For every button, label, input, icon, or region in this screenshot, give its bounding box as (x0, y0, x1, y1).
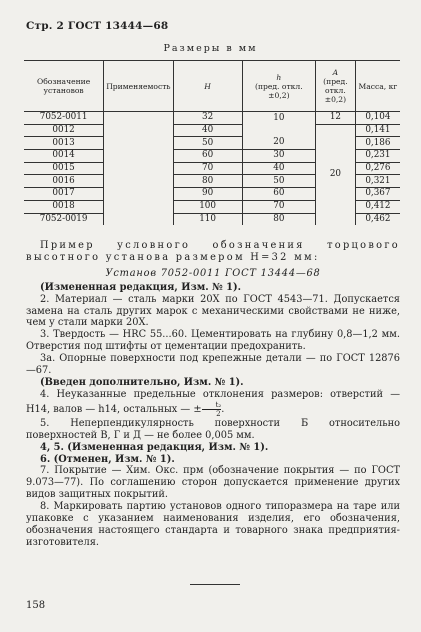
cell-designation: 0016 (24, 175, 104, 188)
cell-H: 32 (173, 112, 242, 125)
item-2: 2. Материал — сталь марки 20X по ГОСТ 4543—71. Допускается замена на сталь других марок с механическими свойствами не ниже, чем у стали марки 20X. (26, 293, 400, 329)
cell-h (242, 124, 315, 137)
cell-designation: 0014 (24, 150, 104, 163)
cell-mass: 0,231 (355, 150, 400, 163)
cell-mass: 0,321 (355, 175, 400, 188)
cell-designation: 0017 (24, 188, 104, 201)
cell-mass: 0,462 (355, 213, 400, 225)
cell-h: 80 (242, 213, 315, 225)
end-rule (190, 584, 240, 585)
cell-H: 70 (173, 162, 242, 175)
col-applicability: Применяемость (104, 61, 173, 112)
cell-A: 12 (316, 112, 356, 125)
cell-mass: 0,412 (355, 200, 400, 213)
cell-H: 50 (173, 137, 242, 150)
item-3a: 3а. Опорные поверхности под крепежные детали — по ГОСТ 12876—67. (26, 353, 400, 377)
example-intro: Пример условного обозначения торцового высотного установа размером H=32 мм: (26, 240, 400, 263)
col-designation: Обозначение установов (24, 61, 104, 112)
cell-designation: 7052-0019 (24, 213, 104, 225)
cell-applicability (104, 137, 173, 150)
item-4: 4. Неуказанные предельные отклонения размеров: отверстий — H14, валов — h14, остальных — ± $\frac{\text{t₂}}{2}$ . (26, 388, 400, 418)
cell-designation: 7052-0011 (39, 112, 88, 123)
cell-designation: 0013 (24, 137, 104, 150)
cell-designation: 0018 (24, 200, 104, 213)
cell-applicability (104, 150, 173, 163)
document-body (26, 240, 400, 549)
col-h: h (пред. откл. ±0,2) (242, 61, 315, 112)
cell-h: 60 (242, 188, 315, 201)
edit-note-1: (Измененная редакция, Изм. № 1). (40, 281, 241, 293)
cell-applicability (104, 175, 173, 188)
cell-h: 20 (242, 137, 315, 150)
cell-mass: 0,367 (355, 188, 400, 201)
tolerance-fraction: $\frac{\text{t₂}}{2}$ (202, 401, 222, 418)
cell-designation: 0012 (24, 124, 104, 137)
page-number: 158 (26, 600, 46, 611)
page-header: Стр. 2 ГОСТ 13444—68 (26, 20, 169, 32)
cell-applicability (104, 213, 173, 225)
item-7: 7. Покрытие — Хим. Окс. прм (обозначение покрытия — по ГОСТ 9.073—77). По соглашению сторон допускается применение других видов защитных покрытий. (26, 465, 400, 501)
cell-H: 110 (173, 213, 242, 225)
col-mass: Масса, кг (355, 61, 400, 112)
cell-A-merged: 20 (316, 124, 356, 225)
cell-mass: 0,186 (355, 137, 400, 150)
cell-h: 70 (242, 200, 315, 213)
example-designation: Установ 7052-0011 ГОСТ 13444—68 (105, 267, 321, 279)
cell-H: 60 (173, 150, 242, 163)
cell-H: 40 (173, 124, 242, 137)
cell-mass: 0,276 (355, 162, 400, 175)
cell-applicability (104, 162, 173, 175)
item-5: 5. Неперпендикулярность поверхности Б относительно поверхностей В, Г и Д — не более 0,005 мм. (26, 417, 400, 441)
edit-note-45: 4, 5. (Измененная редакция, Изм. № 1). (40, 441, 269, 453)
table-row (24, 124, 400, 137)
table-caption: Размеры в мм (163, 43, 258, 54)
cell-applicability (104, 188, 173, 201)
table-row (24, 112, 400, 125)
dimensions-table (24, 60, 400, 225)
cell-H: 100 (173, 200, 242, 213)
item-8: 8. Маркировать партию установов одного типоразмера на таре или упаковке с указанием наименования изделия, его обозначения, обозначения настоящего стандарта и товарного знака предприятия-изготовителя. (26, 501, 400, 548)
cell-h: 50 (242, 175, 315, 188)
item-3: 3. Твердость — HRC 55...60. Цементировать на глубину 0,8—1,2 мм. Отверстия под штифты от цементации предохранить. (26, 329, 400, 353)
cell-applicability (104, 124, 173, 137)
item-6: 6. (Отменен, Изм. № 1). (40, 453, 175, 465)
cell-mass: 0,141 (355, 124, 400, 137)
cell-applicability (104, 112, 173, 125)
cell-H: 90 (173, 188, 242, 201)
cell-h: 10 (242, 112, 315, 125)
cell-designation: 0015 (24, 162, 104, 175)
cell-h: 40 (242, 162, 315, 175)
col-H: H (173, 61, 242, 112)
cell-h: 30 (242, 150, 315, 163)
cell-applicability (104, 200, 173, 213)
cell-mass: 0,104 (355, 112, 400, 125)
added-note: (Введен дополнительно, Изм. № 1). (40, 376, 244, 388)
cell-H: 80 (173, 175, 242, 188)
col-A: A (пред. откл. ±0,2) (316, 61, 356, 112)
